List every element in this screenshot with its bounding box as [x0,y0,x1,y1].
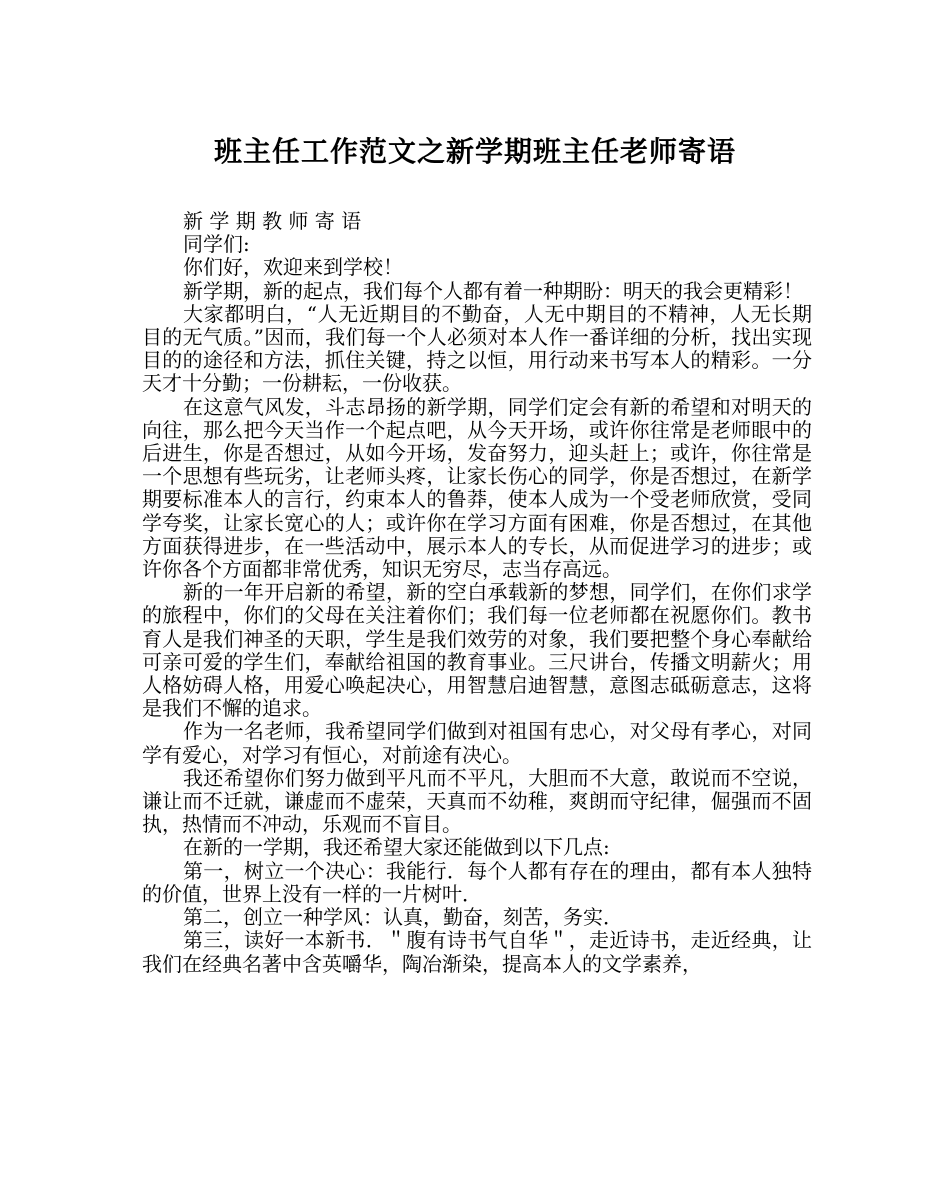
paragraph: 第三，读好一本新书．＂腹有诗书气自华＂，走近诗书，走近经典，让我们在经典名著中含英嚼华，陶冶渐染，提高本人的文学素养， [142,928,812,976]
paragraph: 在新的一学期，我还希望大家还能做到以下几点: [183,835,610,860]
paragraph: 新的一年开启新的希望，新的空白承载新的梦想，同学们，在你们求学的旅程中，你们的父母在关注着你们；我们每一位老师都在祝愿你们。教书育人是我们神圣的天职，学生是我们效劳的对象，我们要把整个身心奉献给可亲可爱的学生们，奉献给祖国的教育事业。三尺讲台，传播文明薪火；用人格妨碍人格，用爱心唤起决心，用智慧启迪智慧，意图志砥砺意志，这将是我们不懈的追求。 [142,580,812,721]
paragraph: 作为一名老师，我希望同学们做到对祖国有忠心，对父母有孝心，对同学有爱心，对学习有恒心，对前途有决心。 [142,719,812,767]
document-title: 班主任工作范文之新学期班主任老师寄语 [213,135,736,168]
paragraph: 大家都明白，“人无近期目的不勤奋，人无中期目的不精神，人无长期目的无气质。”因而，我们每一个人必须对本人作一番详细的分析，找出实现目的的途径和方法，抓住关键，持之以恒，用行动来书写本人的精彩。一分天才十分勤；一份耕耘，一份收获。 [142,301,812,396]
paragraph: 在这意气风发，斗志昂扬的新学期，同学们定会有新的希望和对明天的向往，那么把今天当作一个起点吧，从今天开场，或许你往常是老师眼中的后进生，你是否想过，从如今开场，发奋努力，迎头赶上；或许，你往常是一个思想有些玩劣，让老师头疼，让家长伤心的同学，你是否想过，在新学期要标准本人的言行，约束本人的鲁莽，使本人成为一个受老师欣赏，受同学夸奖，让家长宽心的人；或许你在学习方面有困难，你是否想过，在其他方面获得进步，在一些活动中，展示本人的专长，从而促进学习的进步；或许你各个方面都非常优秀，知识无穷尽，志当存高远。 [142,394,812,582]
paragraph-heading: 新 学 期 教 师 寄 语 [183,209,362,233]
paragraph: 第一，树立一个决心：我能行．每个人都有存在的理由，都有本人独特的价值，世界上没有一样的一片树叶． [142,858,812,906]
paragraph: 新学期，新的起点，我们每个人都有着一种期盼：明天的我会更精彩！ [183,278,803,303]
paragraph: 我还希望你们努力做到平凡而不平凡，大胆而不大意，敢说而不空说，谦让而不迁就，谦虚而不虚荣，天真而不幼稚，爽朗而守纪律，倔强而不固执，热情而不冲动，乐观而不盲目。 [142,765,812,837]
paragraph-greeting: 同学们: [183,232,250,257]
paragraph: 第二，创立一种学风：认真，勤奋，刻苦，务实． [183,905,623,930]
paragraph: 你们好，欢迎来到学校！ [183,255,403,280]
document-body [142,210,812,976]
